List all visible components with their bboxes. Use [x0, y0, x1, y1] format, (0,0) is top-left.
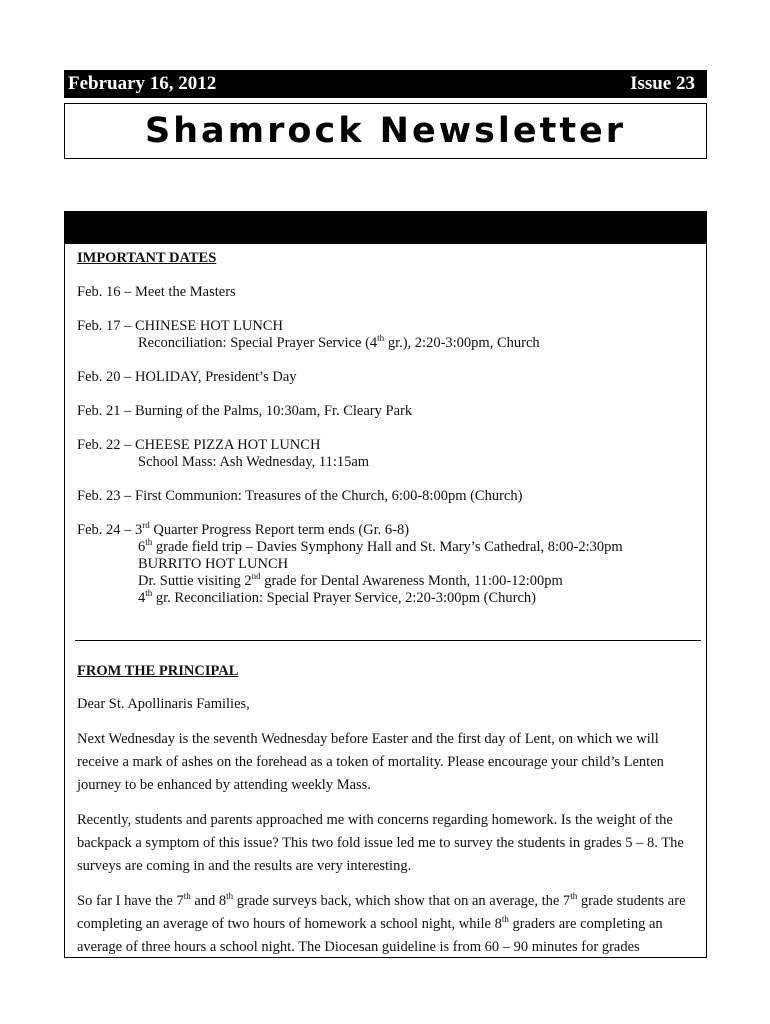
- paragraph-text: grade students are completing an average of two hours of homework a school night, while 8: [77, 893, 686, 932]
- superscript: th: [145, 537, 153, 548]
- date-entry: Feb. 21 – Burning of the Palms, 10:30am, Fr. Cleary Park: [77, 403, 413, 419]
- principal-heading: FROM THE PRINCIPAL: [77, 663, 239, 679]
- important-dates-heading: IMPORTANT DATES: [77, 250, 217, 266]
- date-entry: Feb. 16 – Meet the Masters: [77, 284, 236, 300]
- superscript: th: [501, 914, 509, 925]
- entry-date: Feb. 21: [77, 403, 121, 419]
- letter-paragraph: Recently, students and parents approached me with concerns regarding homework. Is the weight of the backpack a symptom of this issue? This two fold issue led me to survey the students in grades 5 – 8. The surveys are coming in and the results are very interesting.: [77, 812, 684, 874]
- superscript: nd: [251, 571, 261, 582]
- entry-text: gr.), 2:20-3:00pm, Church: [384, 335, 540, 351]
- date-entry: Feb. 20 – HOLIDAY, President’s Day: [77, 369, 297, 385]
- issue-number: Issue 23: [630, 73, 695, 94]
- entry-text: CHINESE HOT LUNCH: [135, 318, 283, 334]
- entry-text: Reconciliation: Special Prayer Service (4: [138, 335, 378, 351]
- paragraph-text: and 8: [190, 893, 227, 909]
- principal-section: [77, 660, 699, 958]
- entry-text: 3: [135, 522, 143, 538]
- issue-date: February 16, 2012: [68, 73, 217, 94]
- date-entry: Feb. 24 – 3rd Quarter Progress Report term ends (Gr. 6-8) 6th grade field trip – Davies Symphony Hall and St. Mary’s Cathedral, 8:00-2:30pm BURRITO HOT LUNCH Dr. Suttie visiting 2nd grade for Dental Awareness Month, 11:00-12:00pm 4th gr. Reconciliation: Special Prayer Service, 2:20-3:00pm (Church): [77, 520, 623, 606]
- letter-paragraph: Next Wednesday is the seventh Wednesday before Easter and the first day of Lent, on which we will receive a mark of ashes on the forehead as a token of mortality. Please encourage your child’s Lenten journey to be enhanced by attending weekly Mass.: [77, 731, 664, 793]
- entry-text: Meet the Masters: [135, 284, 236, 300]
- entry-date: Feb. 22: [77, 437, 121, 453]
- entry-date: Feb. 17: [77, 318, 121, 334]
- superscript: th: [377, 333, 385, 344]
- entry-date: Feb. 23: [77, 488, 121, 504]
- entry-text: HOLIDAY, President’s Day: [135, 369, 297, 385]
- entry-text: Quarter Progress Report term ends (Gr. 6-8): [149, 522, 410, 538]
- entry-text: Dr. Suttie visiting 2: [138, 573, 252, 589]
- entry-text: CHEESE PIZZA HOT LUNCH: [135, 437, 321, 453]
- section-divider: [75, 640, 701, 641]
- superscript: th: [145, 588, 153, 599]
- entry-text: First Communion: Treasures of the Church, 6:00-8:00pm (Church): [135, 488, 523, 504]
- entry-text: School Mass: Ash Wednesday, 11:15am: [138, 454, 370, 470]
- entry-text: 4: [138, 590, 146, 606]
- newsletter-title: Shamrock Newsletter: [144, 111, 627, 151]
- important-dates-section: [77, 250, 697, 624]
- superscript: th: [226, 891, 234, 902]
- entry-date: Feb. 20: [77, 369, 121, 385]
- date-entry: Feb. 23 – First Communion: Treasures of the Church, 6:00-8:00pm (Church): [77, 488, 523, 504]
- letter-paragraph: [77, 890, 699, 958]
- superscript: th: [183, 891, 191, 902]
- newsletter-header-bar: [64, 70, 707, 98]
- entry-date: Feb. 16: [77, 284, 121, 300]
- entry-text: 6: [138, 539, 146, 555]
- entry-text: BURRITO HOT LUNCH: [138, 556, 289, 572]
- content-header-bar: [65, 212, 706, 244]
- superscript: rd: [142, 520, 150, 531]
- letter-greeting: Dear St. Apollinaris Families,: [77, 696, 250, 712]
- superscript: th: [570, 891, 578, 902]
- entry-text: gr. Reconciliation: Special Prayer Service, 2:20-3:00pm (Church): [152, 590, 537, 606]
- entry-text: grade field trip – Davies Symphony Hall and St. Mary’s Cathedral, 8:00-2:30pm: [152, 539, 623, 555]
- entry-text: grade for Dental Awareness Month, 11:00-12:00pm: [260, 573, 563, 589]
- entry-date: Feb. 24: [77, 522, 121, 538]
- entry-text: Burning of the Palms, 10:30am, Fr. Cleary Park: [135, 403, 413, 419]
- title-box: [64, 103, 707, 159]
- date-entry: Feb. 22 – CHEESE PIZZA HOT LUNCH School Mass: Ash Wednesday, 11:15am: [77, 437, 370, 470]
- date-entry: Feb. 17 – CHINESE HOT LUNCH Reconciliation: Special Prayer Service (4th gr.), 2:20-3:00pm, Church: [77, 318, 540, 351]
- paragraph-text: graders are completing an average of three hours a school night. The Diocesan guideline is from 60 – 90 minutes for grades: [77, 916, 663, 955]
- paragraph-text: So far I have the 7: [77, 893, 184, 909]
- paragraph-text: grade surveys back, which show that on an average, the 7: [233, 893, 571, 909]
- content-box: [64, 211, 707, 958]
